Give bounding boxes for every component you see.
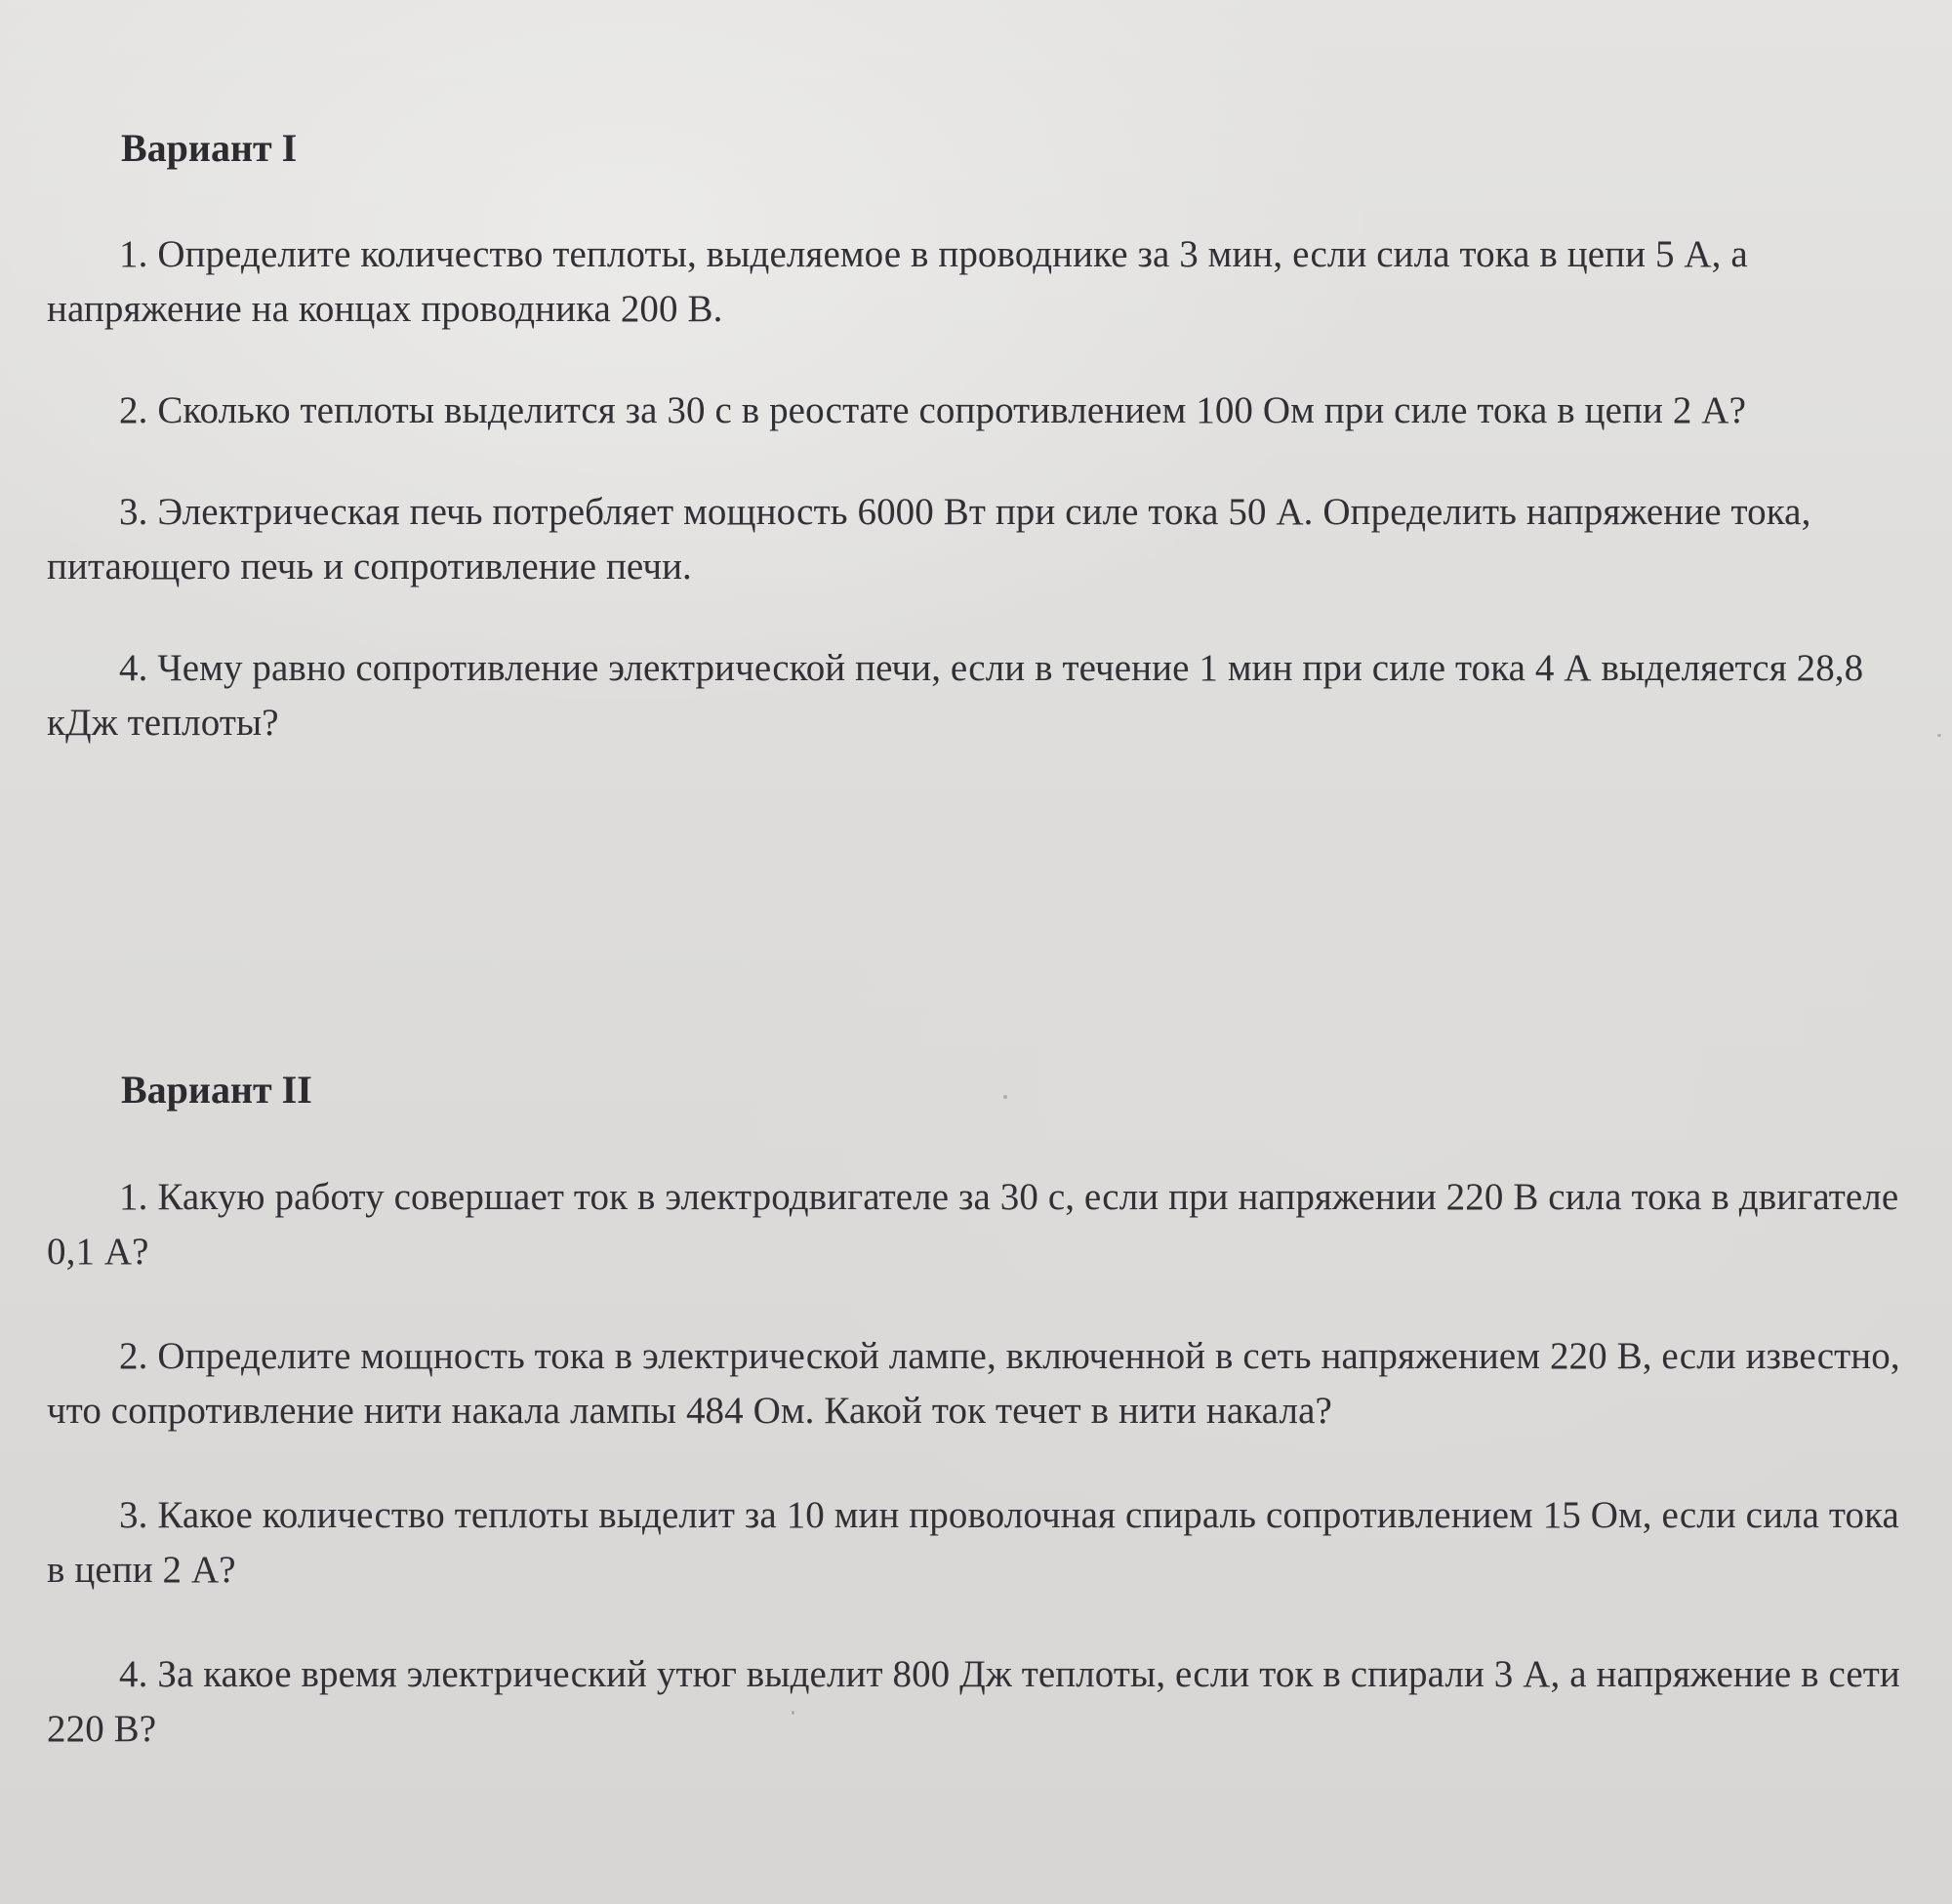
variant-1-task-list xyxy=(47,227,1921,750)
task-number: 1. xyxy=(119,233,148,275)
variant-2-task-list xyxy=(47,1170,1921,1757)
paper-speck xyxy=(1937,734,1941,737)
task-text: Чему равно сопротивление электрической печи, если в течение 1 мин при силе тока 4 А выделяется 28,8 кДж теплоты? xyxy=(47,647,1864,744)
paper-speck xyxy=(792,1711,794,1715)
task-number: 3. xyxy=(119,1494,148,1536)
task-number: 3. xyxy=(119,491,148,533)
task-text: Сколько теплоты выделится за 30 с в реостате сопротивлением 100 Ом при силе тока в цепи 2 А? xyxy=(157,389,1746,431)
task-item xyxy=(47,641,1921,750)
variant-2-section xyxy=(47,1067,1921,1757)
paper-speck xyxy=(1003,1095,1007,1099)
task-number: 1. xyxy=(119,1176,148,1218)
task-text: Какую работу совершает ток в электродвигателе за 30 с, если при напряжении 220 В сила тока в двигателе 0,1 А? xyxy=(47,1176,1899,1273)
task-item xyxy=(47,227,1921,337)
task-number: 4. xyxy=(119,647,148,689)
task-item xyxy=(47,1329,1921,1438)
task-text: За какое время электрический утюг выделит 800 Дж теплоты, если ток в спирали 3 А, а напряжение в сети 220 В? xyxy=(47,1653,1900,1750)
task-item xyxy=(47,1488,1921,1598)
task-number: 4. xyxy=(119,1653,148,1695)
task-number: 2. xyxy=(119,1335,148,1377)
task-text: Определите мощность тока в электрической лампе, включенной в сеть напряжением 220 В, если известно, что сопротивление нити накала лампы 484 Ом. Какой ток течет в нити накала? xyxy=(47,1335,1900,1432)
task-item xyxy=(47,1170,1921,1279)
task-item xyxy=(47,1647,1921,1757)
variant-1-title: Вариант I xyxy=(121,126,298,170)
task-text: Определите количество теплоты, выделяемое в проводнике за 3 мин, если сила тока в цепи 5 А, а напряжение на концах проводника 200 В. xyxy=(47,233,1748,330)
task-number: 2. xyxy=(119,389,148,431)
task-text: Электрическая печь потребляет мощность 6000 Вт при силе тока 50 А. Определить напряжение тока, питающего печь и сопротивление печи. xyxy=(47,491,1811,587)
variant-1-section xyxy=(47,125,1921,750)
task-text: Какое количество теплоты выделит за 10 мин проволочная спираль сопротивлением 15 Ом, если сила тока в цепи 2 А? xyxy=(47,1494,1899,1591)
task-item xyxy=(47,384,1921,438)
task-item xyxy=(47,485,1921,594)
variant-2-title: Вариант II xyxy=(121,1068,312,1112)
